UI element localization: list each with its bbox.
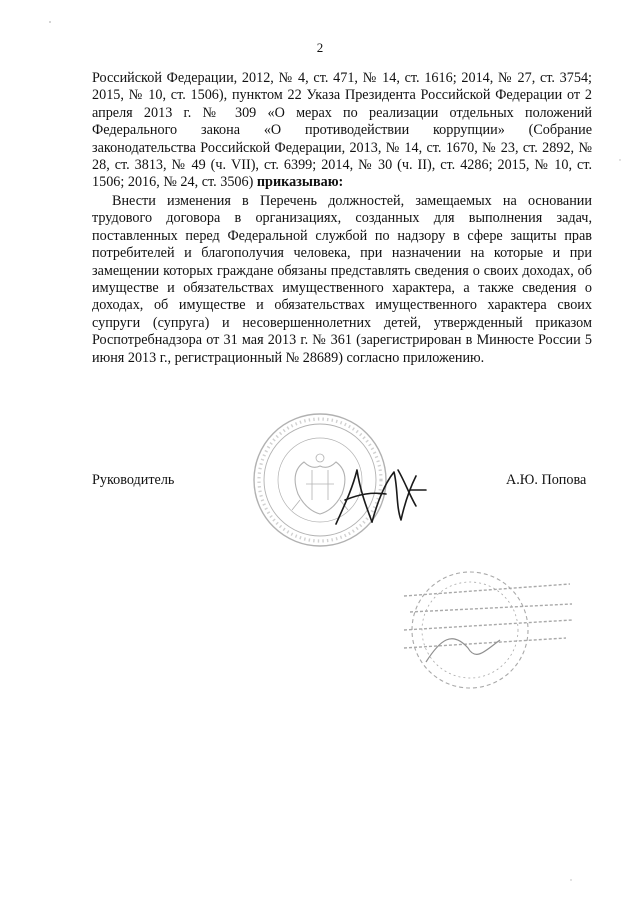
paragraph-legal-basis-text: Российской Федерации, 2012, № 4, ст. 471, № 14, ст. 1616; 2014, № 27, ст. 3754; 2015, № 10, ст. 1506), пунктом 22 Указа Президента Российской Федерации от 2 апреля 2013 г. № 309 «О мерах по реализации отдельных положений Федерального закона «О противодействии коррупции» (Собрание законодательства Российской Федерации, 2013, № 14, ст. 1670, № 23, ст. 2892, № 28, ст. 3813, № 49 (ч. VII), ст. 6399; 2014, № 30 (ч. II), ст. 4286; 2015, № 10, ст. 1506; 2016, № 24, ст. 3506) — [92, 70, 592, 191]
scan-speck-icon — [49, 21, 621, 881]
official-seal-icon — [254, 414, 386, 546]
signatory-title: Руководитель — [92, 472, 175, 488]
page-number: 2 — [316, 40, 324, 55]
order-verb: приказываю: — [256, 174, 344, 191]
signatory-name: А.Ю. Попова — [506, 472, 587, 488]
paragraph-amendment: Внести изменения в Перечень должностей, замещаемых на основании трудового договора в организациях, созданных для выполнения задач, поставленных перед Федеральной службой по надзору в сфере защиты прав потребителей и благополучия человека, при назначении на которые и при замещении которых граждане обязаны представлять сведения о своих доходах, об имуществе и обязательствах имущественного характера, а также сведения о доходах, об имуществе и обязательствах имущественного характера своих супруги (супруга) и несовершеннолетних детей, утвержденный приказом Роспотребнадзора от 31 мая 2013 г. № 361 (зарегистрирован в Минюсте России 5 июня 2013 г., регистрационный № 28689) согласно приложению. — [92, 193, 592, 366]
signature-icon — [336, 470, 426, 524]
control-stamp-icon — [404, 572, 572, 688]
